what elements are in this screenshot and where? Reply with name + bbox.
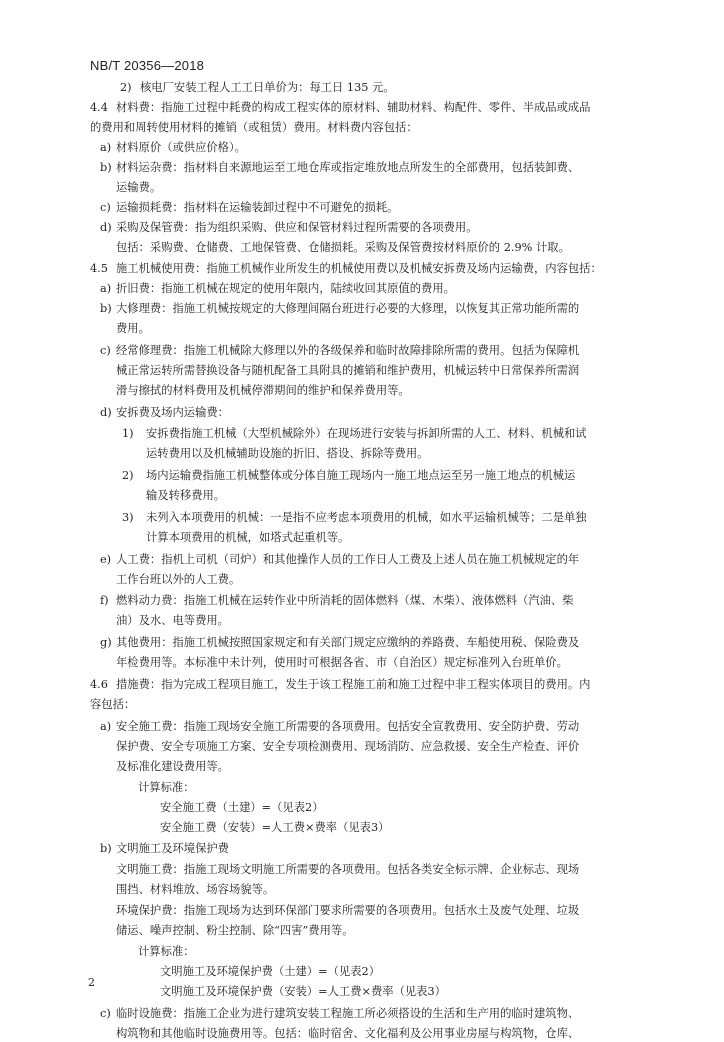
clause-number: 2) <box>120 81 132 94</box>
clause-text: 及标准化建设费用等。 <box>116 760 229 773</box>
clause-number: 4.5 <box>90 262 108 275</box>
clause-number: a) <box>100 720 112 733</box>
clause-number: g) <box>100 636 112 649</box>
clause-text: 滑与擦拭的材料费用及机械停滞期间的维护和保养费用等。 <box>116 384 410 397</box>
clause-number: 1) <box>122 427 134 440</box>
clause-text: 文明施工费：指施工现场文明施工所需要的各项费用。包括各类安全标示牌、企业标志、现场 <box>116 863 580 876</box>
clause-text: 采购及保管费：指为组织采购、供应和保管材料过程所需要的各项费用。 <box>116 221 478 234</box>
clause-text: 施工机械使用费：指施工机械作业所发生的机械使用费以及机械安拆费及场内运输费，内容包括： <box>116 262 602 275</box>
clause-text: 材料原价（或供应价格）。 <box>116 141 246 154</box>
clause-text: 未列入本项费用的机械：一是指不应考虑本项费用的机械，如水平运输机械等；二是单独 <box>146 511 587 524</box>
clause-number: d) <box>100 406 112 419</box>
clause-number: c) <box>100 1007 111 1020</box>
clause-text: 大修理费：指施工机械按规定的大修理间隔台班进行必要的大修理，以恢复其正常功能所需的 <box>116 302 580 315</box>
clause-text: 运输费。 <box>116 181 162 194</box>
clause-text: 措施费：指为完成工程项目施工，发生于该工程施工前和施工过程中非工程实体项目的费用。内 <box>116 678 591 691</box>
clause-text: 核电厂安装工程人工工日单价为：每工日 135 元。 <box>140 81 395 94</box>
clause-text: 计算标准： <box>138 781 195 794</box>
clause-text: 安拆费及场内运输费： <box>116 406 229 419</box>
clause-text: 构筑物和其他临时设施费用等。包括：临时宿舍、文化福利及公用事业房屋与构筑物，仓库、 <box>116 1027 580 1040</box>
clause-number: c) <box>100 201 111 214</box>
clause-text: 环境保护费：指施工现场为达到环保部门要求所需要的各项费用。包括水土及废气处理、垃圾 <box>116 904 580 917</box>
clause-text: 输及转移费用。 <box>146 489 226 502</box>
clause-text: 运转费用以及机械辅助设施的折旧、搭设、拆除等费用。 <box>146 447 429 460</box>
clause-text: 油）及水、电等费用。 <box>116 614 229 627</box>
clause-number: c) <box>100 344 111 357</box>
clause-text: 安拆费指施工机械（大型机械除外）在现场进行安装与拆卸所需的人工、材料、机械和试 <box>146 427 587 440</box>
clause-number: b) <box>100 161 112 174</box>
clause-text: 临时设施费：指施工企业为进行建筑安装工程施工所必须搭设的生活和生产用的临时建筑物、 <box>116 1007 580 1020</box>
clause-text: 计算本项费用的机械，如塔式起重机等。 <box>146 531 350 544</box>
clause-text: 文明施工及环境保护费 <box>116 842 229 855</box>
clause-text: 场内运输费指施工机械整体或分体自施工现场内一施工地点运至另一施工地点的机械运 <box>146 469 576 482</box>
clause-text: 运输损耗费：指材料在运输装卸过程中不可避免的损耗。 <box>116 201 399 214</box>
clause-text: 包括：采购费、仓储费、工地保管费、仓储损耗。采购及保管费按材料原价的 2.9% 计取。 <box>116 241 570 254</box>
clause-text: 计算标准： <box>138 945 195 958</box>
clause-text: 人工费：指机上司机（司炉）和其他操作人员的工作日人工费及上述人员在施工机械规定的年 <box>116 553 580 566</box>
clause-text: 费用。 <box>116 322 150 335</box>
clause-number: 4.4 <box>90 101 108 114</box>
clause-number: a) <box>100 141 112 154</box>
document-code-header: NB/T 20356—2018 <box>90 58 205 73</box>
clause-text: 保护费、安全专项施工方案、安全专项检测费用、现场消防、应急救援、安全生产检查、评价 <box>116 740 580 753</box>
clause-number: e) <box>100 553 112 566</box>
clause-number: 3) <box>122 511 134 524</box>
clause-number: b) <box>100 842 112 855</box>
clause-number: b) <box>100 302 112 315</box>
clause-text: 经常修理费：指施工机械除大修理以外的各级保养和临时故障排除所需的费用。包括为保障机 <box>116 344 580 357</box>
clause-text: 容包括： <box>90 698 136 711</box>
clause-text: 其他费用：指施工机械按照国家规定和有关部门规定应缴纳的养路费、车船使用税、保险费及 <box>116 636 580 649</box>
clause-number: 2) <box>122 469 134 482</box>
page-number: 2 <box>88 976 95 989</box>
clause-number: a) <box>100 282 112 295</box>
clause-number: f) <box>100 594 109 607</box>
clause-text: 围挡、材料堆放、场容场貌等。 <box>116 883 275 896</box>
clause-text: 的费用和周转使用材料的摊销（或租赁）费用。材料费内容包括： <box>90 121 418 134</box>
clause-text: 工作台班以外的人工费。 <box>116 573 241 586</box>
clause-text: 燃料动力费：指施工机械在运转作业中所消耗的固体燃料（煤、木柴）、液体燃料（汽油、柴 <box>116 594 574 607</box>
clause-text: 材料运杂费：指材料自来源地运至工地仓库或指定堆放地点所发生的全部费用，包括装卸费、 <box>116 161 580 174</box>
clause-text: 安全施工费（土建）=（见表2） <box>160 801 324 814</box>
clause-text: 文明施工及环境保护费（土建）=（见表2） <box>160 965 380 978</box>
clause-text: 安全施工费（安装）=人工费×费率（见表3） <box>160 821 390 834</box>
clause-text: 材料费：指施工过程中耗费的构成工程实体的原材料、辅助材料、构配件、零件、半成品或成品 <box>116 101 591 114</box>
clause-number: 4.6 <box>90 678 108 691</box>
clause-text: 年检费用等。本标准中未计列，使用时可根据各省、市（自治区）规定标准列入台班单价。 <box>116 656 568 669</box>
clause-text: 折旧费：指施工机械在规定的使用年限内，陆续收回其原值的费用。 <box>116 282 455 295</box>
clause-text: 储运、噪声控制、粉尘控制、除“四害”费用等。 <box>116 924 354 937</box>
clause-text: 安全施工费：指施工现场安全施工所需要的各项费用。包括安全宣教费用、安全防护费、劳动 <box>116 720 580 733</box>
clause-text: 文明施工及环境保护费（安装）=人工费×费率（见表3） <box>160 985 446 998</box>
clause-text: 械正常运转所需替换设备与随机配备工具附具的摊销和维护费用，机械运转中日常保养所需润 <box>116 364 580 377</box>
clause-number: d) <box>100 221 112 234</box>
